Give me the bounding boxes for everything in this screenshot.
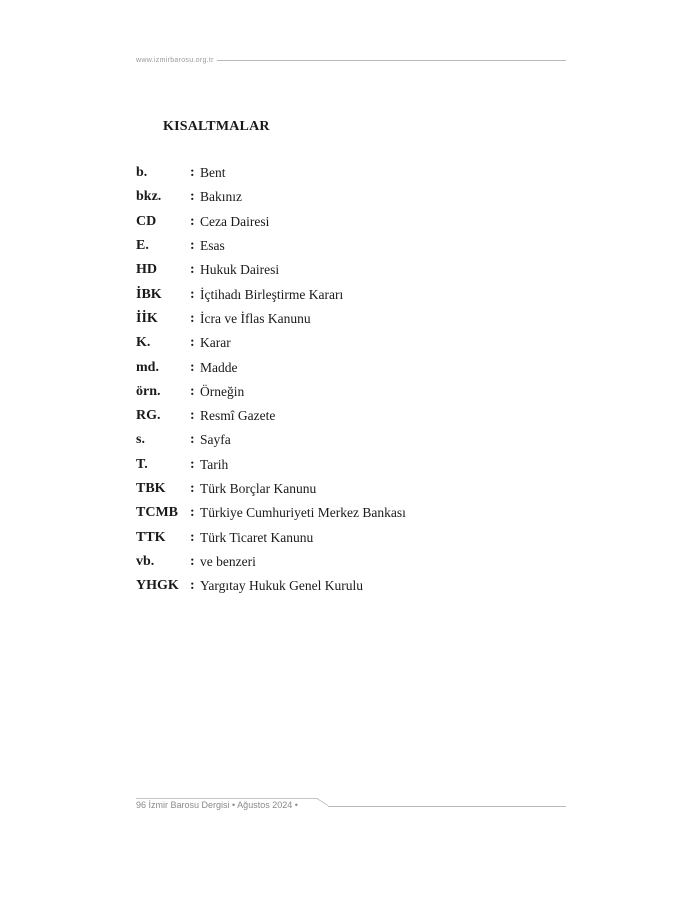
abbreviation-separator: :	[190, 213, 195, 229]
abbreviation-separator: :	[190, 165, 195, 181]
abbreviation-separator: :	[190, 578, 195, 594]
abbreviation-separator: :	[190, 238, 195, 254]
abbreviation-row	[136, 234, 576, 258]
abbreviation-term: İİK	[136, 310, 158, 326]
abbreviation-separator: :	[190, 286, 195, 302]
page-footer	[136, 800, 566, 814]
abbreviation-term: bkz.	[136, 189, 162, 205]
abbreviation-separator: :	[190, 383, 195, 399]
abbreviation-row	[136, 185, 576, 209]
abbreviation-separator: :	[190, 505, 195, 521]
abbreviation-term: YHGK	[136, 578, 179, 594]
abbreviation-meaning: Ceza Dairesi	[200, 213, 270, 229]
abbreviation-meaning: Türk Borçlar Kanunu	[200, 481, 317, 496]
abbreviation-meaning: Sayfa	[200, 432, 231, 448]
abbreviation-row	[136, 574, 576, 598]
abbreviation-row	[136, 477, 576, 501]
abbreviation-meaning: Karar	[200, 335, 231, 351]
abbreviation-row	[136, 161, 576, 185]
abbreviation-separator: :	[190, 408, 195, 424]
page-title: KISALTMALAR	[163, 119, 270, 134]
footer-rule-slant	[317, 798, 329, 806]
abbreviation-term: CD	[136, 213, 157, 229]
abbreviation-row	[136, 307, 576, 331]
abbreviation-meaning: İçtihadı Birleştirme Kararı	[200, 286, 344, 302]
abbreviation-row	[136, 525, 576, 549]
header-rule	[217, 60, 566, 61]
abbreviation-row	[136, 380, 576, 404]
abbreviation-row	[136, 501, 576, 525]
abbreviation-separator: :	[190, 335, 195, 351]
abbreviation-separator: :	[190, 529, 195, 545]
abbreviation-separator: :	[190, 432, 195, 448]
abbreviation-term: md.	[136, 359, 159, 375]
abbreviation-row	[136, 453, 576, 477]
abbreviation-meaning: Yargıtay Hukuk Genel Kurulu	[200, 578, 363, 594]
abbreviation-term: E.	[136, 238, 149, 254]
abbreviation-row	[136, 258, 576, 282]
page-header	[136, 54, 566, 66]
abbreviation-list	[136, 161, 576, 598]
footer-rule	[328, 806, 566, 807]
abbreviation-meaning: Esas	[200, 238, 225, 254]
abbreviation-term: T.	[136, 456, 148, 472]
footer-text: 96 İzmir Barosu Dergisi • Ağustos 2024 •	[136, 800, 298, 810]
abbreviation-meaning: Türkiye Cumhuriyeti Merkez Bankası	[200, 505, 406, 521]
abbreviation-meaning: Resmî Gazete	[200, 408, 276, 424]
abbreviation-meaning: Bent	[200, 165, 226, 181]
abbreviation-term: TBK	[136, 481, 166, 496]
abbreviation-meaning: Örneğin	[200, 383, 245, 399]
header-url: www.izmirbarosu.org.tr	[136, 56, 214, 64]
abbreviation-row	[136, 210, 576, 234]
abbreviation-meaning: Tarih	[200, 456, 229, 472]
footer-rule-top	[136, 798, 318, 799]
abbreviation-term: TCMB	[136, 505, 178, 521]
abbreviation-term: İBK	[136, 286, 162, 302]
abbreviation-separator: :	[190, 359, 195, 375]
abbreviation-separator: :	[190, 189, 195, 205]
abbreviation-term: örn.	[136, 383, 161, 399]
abbreviation-row	[136, 428, 576, 452]
abbreviation-separator: :	[190, 553, 195, 569]
abbreviation-term: RG.	[136, 408, 161, 424]
abbreviation-term: HD	[136, 262, 157, 278]
abbreviation-meaning: Madde	[200, 359, 238, 375]
abbreviation-meaning: Hukuk Dairesi	[200, 262, 280, 278]
abbreviation-separator: :	[190, 310, 195, 326]
abbreviation-row	[136, 331, 576, 355]
abbreviation-separator: :	[190, 262, 195, 278]
abbreviation-row	[136, 355, 576, 379]
abbreviation-term: vb.	[136, 553, 155, 569]
abbreviation-meaning: Türk Ticaret Kanunu	[200, 529, 314, 545]
abbreviation-term: TTK	[136, 529, 166, 545]
abbreviation-meaning: Bakınız	[200, 189, 242, 205]
abbreviation-term: K.	[136, 335, 151, 351]
abbreviation-term: s.	[136, 432, 145, 448]
abbreviation-separator: :	[190, 456, 195, 472]
abbreviation-term: b.	[136, 165, 148, 181]
abbreviation-row	[136, 282, 576, 306]
abbreviation-row	[136, 550, 576, 574]
abbreviation-meaning: İcra ve İflas Kanunu	[200, 310, 311, 326]
abbreviation-row	[136, 404, 576, 428]
abbreviation-meaning: ve benzeri	[200, 553, 256, 569]
abbreviation-separator: :	[190, 481, 195, 496]
